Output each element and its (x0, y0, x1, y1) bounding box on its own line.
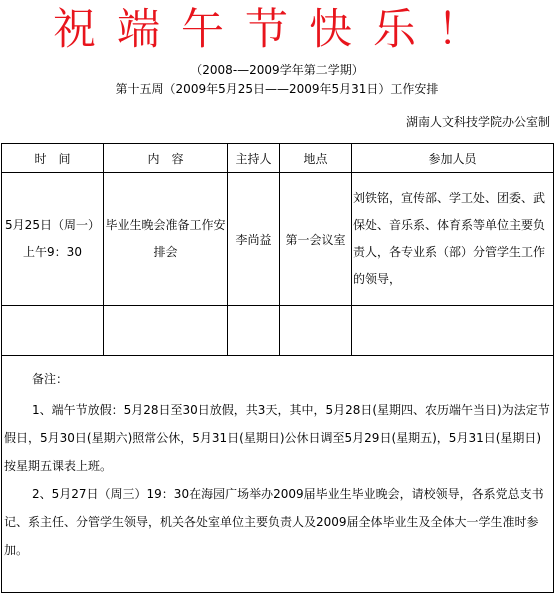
issuer-label: 湖南人文科技学院办公室制 (405, 115, 550, 129)
time-hour: 上午9：30 (23, 245, 82, 259)
banner-title: 祝端午节快乐！ (53, 5, 501, 55)
note-item-gala: 2、5月27日（周三）19：30在海园广场举办2009届毕业生毕业晚会，请校领导，各系党总支书记、系主任、分管学生领导，机关各处室单位主要负责人及2009届全体毕业生及全体大一学生准时参加。 (4, 487, 544, 557)
cell-participants (352, 306, 554, 356)
table-header-row (2, 144, 554, 173)
notes-cell (2, 356, 554, 593)
notes-section (2, 356, 552, 592)
term-subtitle: （2008-—2009学年第二学期） (190, 63, 364, 77)
note-item-holiday: 1、端午节放假：5月28日至30日放假，共3天，其中，5月28日(星期四、农历端午当日)为法定节假日，5月30日(星期六)照常公休，5月31日(星期日)公休日调至5月29日(星期五)，5月31日(星期日)按星期五课表上班。 (4, 403, 550, 473)
cell-host (228, 306, 280, 356)
cell-participants: 刘铁铭，宣传部、学工处、团委、武保处、音乐系、体育系等单位主要负责人，各专业系（部）分管学生工作的领导， (352, 173, 554, 306)
column-header-time: 时 间 (2, 144, 104, 173)
cell-place (280, 306, 352, 356)
cell-time (2, 173, 104, 306)
cell-time (2, 306, 104, 356)
table-row (2, 173, 554, 306)
cell-host: 李尚益 (228, 173, 280, 306)
cell-place: 第一会议室 (280, 173, 352, 306)
column-header-content: 内 容 (104, 144, 228, 173)
schedule-table (1, 143, 554, 593)
column-header-place: 地点 (280, 144, 352, 173)
cell-content: 毕业生晚会准备工作安排会 (104, 173, 228, 306)
table-row (2, 306, 554, 356)
notes-title: 备注： (32, 372, 69, 386)
column-header-host: 主持人 (228, 144, 280, 173)
notes-row (2, 356, 554, 593)
week-subtitle: 第十五周（2009年5月25日——2009年5月31日）工作安排 (115, 82, 439, 96)
column-header-participants: 参加人员 (352, 144, 554, 173)
time-date: 5月25日（周一） (5, 218, 100, 232)
cell-content (104, 306, 228, 356)
